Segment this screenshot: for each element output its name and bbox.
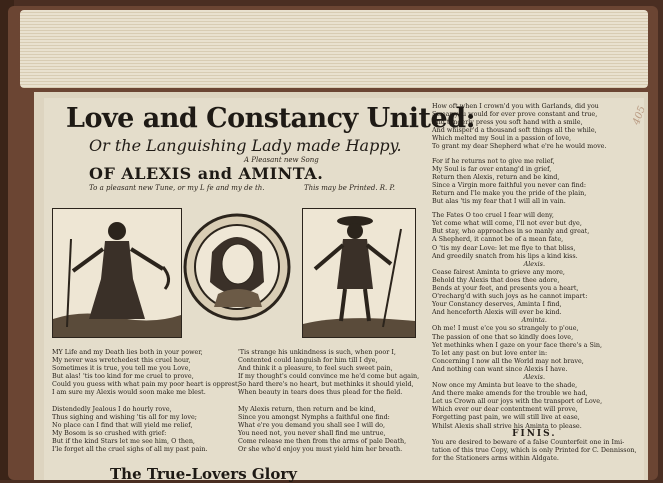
verse-line: Which melted my Soul in a passion of love, (432, 134, 572, 143)
verse-line: I am sure my Alexis would soon make me blest. (52, 388, 206, 397)
verse-line: How oft when I crown'd you with Garlands, did you (432, 102, 599, 110)
verse-line: And tenderly press you soft hand with a smile, (432, 118, 583, 127)
verse-line: The passion of one that so kindly does love, (432, 332, 574, 341)
page-edges (20, 10, 648, 88)
verse-line: If my thought's could convince me he'd come but again, (238, 372, 420, 381)
book-page (34, 92, 648, 480)
speaker-alexis: Alexis. (523, 259, 545, 268)
verse-line: Distendedly Jealous I do hourly rove, (52, 404, 172, 413)
verse-line: Or she who'd enjoy you must yield him her breath. (238, 445, 403, 454)
verse-line: My Alexis return, then return and be kind, (238, 404, 376, 413)
verse-line: I'le forget all the cruel sighs of all my past pain. (52, 445, 208, 454)
verse-line: But alas 'tis my fear that I will all in vain. (432, 197, 566, 206)
verse-line: Oh me! I must e'ce you so strangely to p'oue, (432, 324, 579, 333)
pencil-annotation: 405 (631, 104, 648, 127)
verse-line: Cease fairest Aminta to grieve any more, (432, 267, 565, 276)
verse-line: MY Life and my Death lies both in your power, (52, 348, 203, 356)
song-note: A Pleasant new Song (244, 156, 319, 164)
ballad-title: Love and Constancy United: (66, 103, 476, 134)
ballad-names: OF ALEXIS and AMINTA. (89, 164, 324, 183)
middle-verse-column (238, 348, 419, 453)
verse-line: When beauty in tears does thus plead for the field. (238, 388, 403, 397)
license-note: This may be Printed. R. P. (304, 184, 395, 192)
verse-line: Come release me then from the arms of pale Death, (238, 436, 407, 445)
verse-line: Contented could languish for him till I dye, (238, 356, 378, 365)
notice-line: for the Stationers arms within Aldgate. (432, 453, 559, 462)
verse-line: Your Constancy deserves, Aminta I find, (432, 300, 562, 309)
verse-line: What e're you demand you shall see I will do, (238, 420, 386, 429)
verse-line: And whisper'd a thousand soft things all the while, (432, 126, 597, 135)
verse-line: Whilst Alexis shall strive his Aminta to please. (432, 421, 582, 430)
tune-note: To a pleasant new Tune, or my L fe and my de th. (89, 184, 265, 192)
verse-line: O 'tis my dear Love: let me flye to that bliss, (432, 243, 576, 252)
left-verse-column (52, 348, 240, 453)
verse-line: O'recharg'd with such joys as he cannot impart: (432, 292, 588, 301)
verse-line: The Fates O too cruel I fear will deny, (432, 211, 554, 220)
woodcut-portrait (182, 212, 292, 322)
verse-line: Bends at your feet, and presents you a heart, (432, 283, 579, 292)
verse-line: And there make amends for the trouble we had, (432, 389, 588, 398)
verse-line: Since a Virgin more faithful you never can find: (432, 180, 587, 189)
verse-line: Yet come what will come, I'll not ever but dye, (432, 219, 582, 228)
verse-line: Since you amongst Nymphs a faithful one find: (238, 412, 390, 421)
speaker-aminta: Aminta. (521, 316, 547, 325)
verse-line: Return and I'le make you the pride of the plain, (432, 188, 587, 197)
verse-line: You need not, you never shall find me untrue, (238, 428, 386, 437)
verse-line: Let us Crown all our joys with the transport of Love, (432, 397, 603, 406)
verse-line: But alas! 'tis too kind for me cruel to prove, (52, 372, 194, 381)
finis-mark: FINIS. (512, 428, 557, 439)
verse-line: Could you guess with what pain my poor heart is opprest, (52, 380, 240, 389)
verse-line: Yet methinks when I gaze on your face there's a Sin, (432, 340, 603, 349)
verse-line: Now once my Aminta but leave to the shade, (432, 381, 578, 390)
ballad-subtitle: Or the Languishing Lady made Happy. (89, 136, 402, 155)
verse-line: And think it a pleasure, to feel such sweet pain, (238, 364, 393, 373)
verse-line: And nothing can want since Alexis I have. (432, 364, 568, 373)
verse-line: My never was wretchedest this cruel hour, (52, 356, 191, 365)
right-verse-column (432, 102, 637, 462)
woodcut-gentleman (302, 208, 416, 338)
verse-line: Return then Alexis, return and be kind, (432, 172, 560, 181)
verse-line: Thus sighing and wishing 'tis all for my love; (52, 412, 197, 421)
notice-line: You are desired to beware of a false Counterfeit one in Imi- (432, 437, 625, 446)
verse-line: And greedily snatch from his lips a kind kiss. (432, 251, 578, 260)
ballad-sheet (44, 98, 644, 480)
verse-line: Forgetting past pain, we will still live at ease, (432, 413, 580, 422)
verse-line: To grant my dear Shepherd what e're he would move. (432, 142, 607, 151)
verse-line: 'Tis strange his unkindness is such, when poor I, (238, 348, 396, 356)
speaker-alexis-2: Alexis. (523, 373, 545, 381)
verse-line: So hard there's no heart, but methinks it should yield, (238, 380, 414, 389)
woodcut-lady (52, 208, 182, 338)
verse-line: But if the kind Stars let me see him, O then, (52, 436, 195, 445)
verse-line: Swear you would for ever prove constant and true, (432, 110, 598, 119)
verse-line: A Shepherd, it cannot be of a mean fate, (432, 235, 564, 244)
verse-line: Behold thy Alexis that does thee adore, (432, 275, 560, 284)
verse-line: My Bosom is so crushed with grief: (52, 428, 167, 437)
verse-line: To let any past on but love enter in: (432, 348, 548, 357)
verse-line: My Soul is far over entang'd in grief, (432, 164, 552, 173)
verse-line: For if he returns not to give me relief, (432, 156, 555, 165)
verse-line: And henceforth Alexis will ever be kind. (432, 308, 562, 317)
notice-line: tation of this true Copy, which is only Printed for C. Dennisson, (432, 445, 637, 454)
verse-line: But stay, who approaches in so manly and great, (432, 227, 590, 236)
verse-line: Concerning I now all the World may not brave, (432, 356, 584, 365)
next-ballad-title: The True-Lovers Glory (110, 465, 297, 483)
verse-line: Which ever our dear contentment will prove, (432, 405, 578, 414)
verse-line: Sometimes it is true, you tell me you Love, (52, 364, 191, 373)
verse-line: No place can I find that will yield me relief, (52, 420, 193, 429)
